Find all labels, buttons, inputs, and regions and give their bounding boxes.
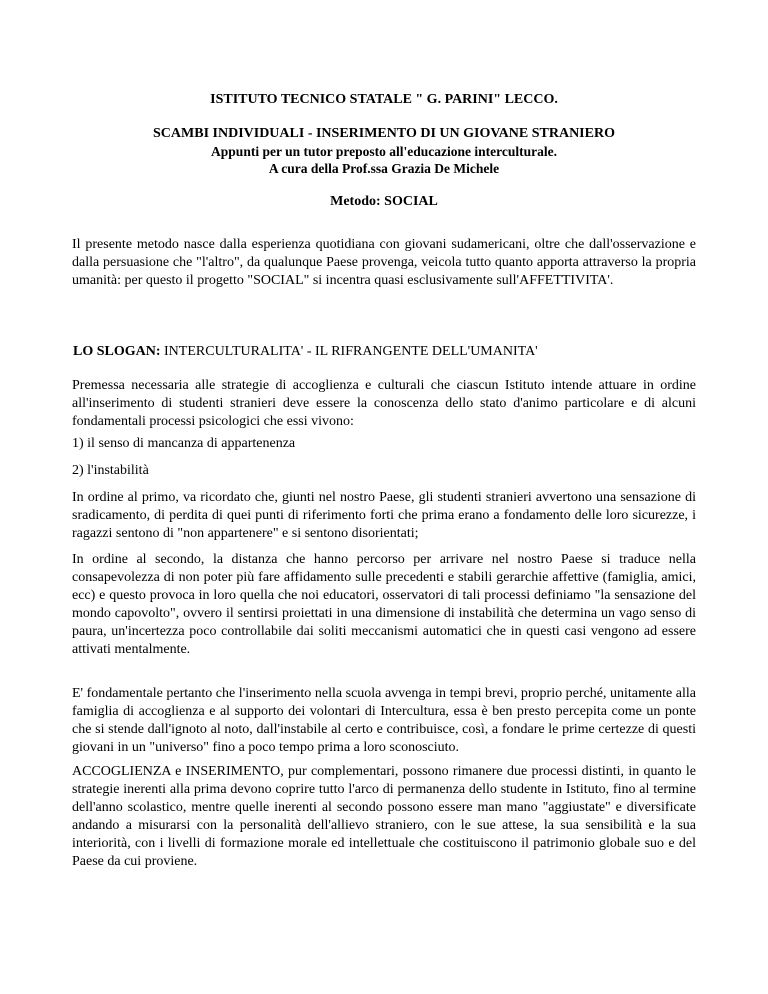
- slogan-text: INTERCULTURALITA' - IL RIFRANGENTE DELL'UMANITA': [160, 344, 538, 359]
- fundamental-paragraph: E' fondamentale pertanto che l'inserimento nella scuola avvenga in tempi brevi, proprio perché, unitamente alla famiglia di accoglienza e al supporto dei volontari di Intercultura, essa è ben presto percepita come un ponte che si stende dall'ignoto al noto, dall'instabile al certo e contribuisce, così, a fondare le prime certezze di questi giovani in un "universo" fino a poco tempo prima a loro sconosciuto.: [72, 686, 696, 755]
- method-heading: Metodo: SOCIAL: [330, 194, 438, 209]
- list-item-2: 2) l'instabilità: [72, 463, 149, 478]
- intro-paragraph: Il presente metodo nasce dalla esperienza quotidiana con giovani sudamericani, oltre che dall'osservazione e dalla persuasione che "l'altro", da qualunque Paese provenga, veicola tutto quanto apporta attraverso la propria umanità: per questo il progetto "SOCIAL" si incentra quasi esclusivamente sull'AFFETTIVITA'.: [72, 237, 696, 288]
- document-subtitle: Appunti per un tutor preposto all'educazione interculturale.: [211, 144, 557, 159]
- first-point-paragraph: In ordine al primo, va ricordato che, giunti nel nostro Paese, gli studenti stranieri avvertono una sensazione di sradicamento, di perdita di quei punti di riferimento forti che prima erano a fondamento delle loro sicurezze, i ragazzi sentono di "non appartenere" e si sentono disorientati;: [72, 490, 696, 541]
- document-subject: SCAMBI INDIVIDUALI - INSERIMENTO DI UN GIOVANE STRANIERO: [153, 126, 615, 141]
- premise-paragraph: Premessa necessaria alle strategie di accoglienza e culturali che ciascun Istituto intende attuare in ordine all'inserimento di studenti stranieri deve essere la conoscenza dello stato d'animo particolare e di alcuni fondamentali processi psicologici che essi vivono:: [72, 378, 696, 429]
- second-point-paragraph: In ordine al secondo, la distanza che hanno percorso per arrivare nel nostro Paese si traduce nella consapevolezza di non poter più fare affidamento sulle precedenti e stabili gerarchie affettive (famiglia, amici, ecc) e questo provoca in loro quella che noi educatori, osservatori di tali processi definiamo "la sensazione del mondo capovolto", ovvero il sentirsi proiettati in una dimensione di instabilità che determina un vago senso di paura, un'incertezza poco controllabile dai soliti meccanismi automatici che in questi casi vengono ad essere attivati mentalmente.: [72, 552, 696, 657]
- institute-title: ISTITUTO TECNICO STATALE " G. PARINI" LECCO.: [210, 92, 558, 107]
- accoglienza-paragraph: ACCOGLIENZA e INSERIMENTO, pur complementari, possono rimanere due processi distinti, in quanto le strategie inerenti alla prima devono coprire tutto l'arco di permanenza dello studente in Istituto, fino al termine dell'anno scolastico, mentre quelle inerenti al secondo possono essere man mano "aggiustate" e diversificate andando a misurarsi con la personalità dell'allievo straniero, con le sue attese, la sua sensibilità e la sua interiorità, con i livelli di formazione morale ed intellettuale che costituiscono il patrimonio globale suo e del Paese da cui proviene.: [72, 764, 696, 869]
- slogan-label: LO SLOGAN:: [73, 344, 161, 359]
- slogan-line: [73, 343, 697, 361]
- list-item-1: 1) il senso di mancanza di appartenenza: [72, 436, 296, 451]
- document-author: A cura della Prof.ssa Grazia De Michele: [268, 161, 500, 176]
